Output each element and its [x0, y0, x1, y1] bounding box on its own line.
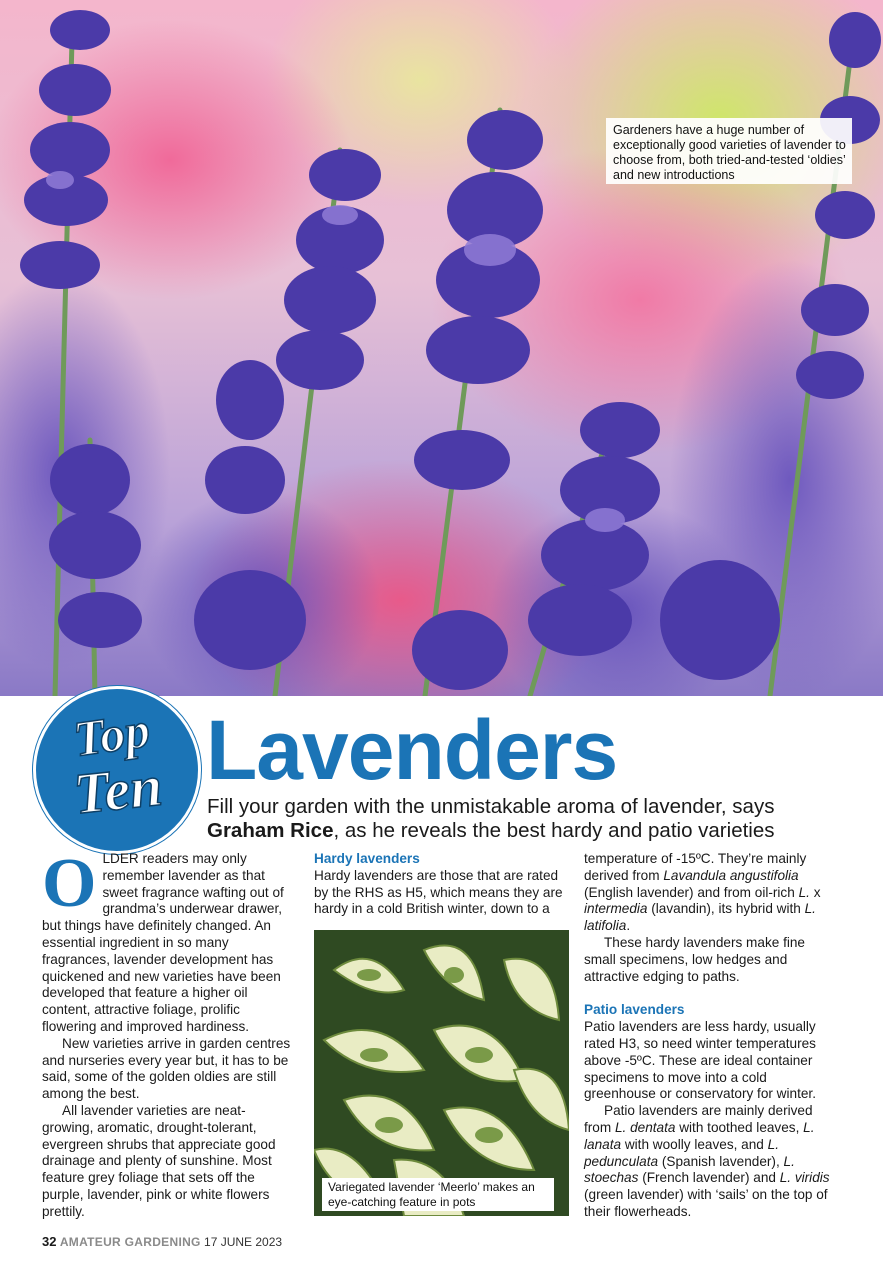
standfirst-tail: , as he reveals the best hardy and patio varieties — [333, 819, 775, 842]
issue-date: 17 JUNE 2023 — [204, 1235, 283, 1249]
standfirst — [207, 795, 847, 843]
hero-caption: Gardeners have a huge number of exceptionally good varieties of lavender to choose from, both tried-and-tested ‘oldies’ and new introductions — [613, 123, 846, 182]
paragraph: Patio lavenders are less hardy, usually rated H3, so need winter temperatures above -5ºC. These are ideal container specimens to move into a cold greenhouse or conservatory for winter. — [584, 1019, 816, 1102]
standfirst-lead: Fill your garden with the unmistakable aroma of lavender, says — [207, 795, 775, 818]
magazine-name: AMATEUR GARDENING — [59, 1235, 201, 1249]
variegated-lavender-photo — [314, 930, 569, 1216]
paragraph: Hardy lavenders are those that are rated by the RHS as H5, which means they are hardy in a cold British winter, down to a — [314, 867, 563, 917]
author-name: Graham Rice — [207, 819, 334, 842]
page-number: 32 — [42, 1234, 57, 1249]
section-heading-hardy: Hardy lavenders — [314, 851, 420, 866]
page-folio — [42, 1234, 282, 1249]
drop-cap: O — [42, 845, 97, 922]
badge-ten-text: Ten — [70, 752, 166, 827]
paragraph: Patio lavenders are mainly derived from L. dentata with toothed leaves, L. lanata with woolly leaves, and L. pedunculata (Spanish lavender), L. stoechas (French lavender) and L. viridis (green lavender) with ‘sails’ on the top of their flowerheads. — [584, 1103, 830, 1219]
paragraph: New varieties arrive in garden centres and nurseries every year but, it has to be said, some of the golden oldies are still among the best. — [42, 1035, 291, 1102]
page-title: Lavenders — [206, 703, 618, 797]
paragraph: temperature of -15ºC. They’re mainly derived from Lavandula angustifolia (English lavender) and from oil-rich L. x intermedia (lavandin), its hybrid with L. latifolia. — [584, 851, 821, 934]
body-column-3 — [584, 851, 839, 1221]
body-column-1 — [42, 845, 294, 1221]
section-heading-patio: Patio lavenders — [584, 1002, 685, 1018]
body-column-2 — [314, 851, 569, 918]
paragraph: These hardy lavenders make fine small specimens, low hedges and attractive edging to paths. — [584, 934, 805, 984]
photo-caption: Variegated lavender ‘Meerlo’ makes an eye-catching feature in pots — [322, 1178, 554, 1211]
paragraph: All lavender varieties are neat-growing, aromatic, drought-tolerant, evergreen shrubs that appreciate good drainage and plenty of sunshine. Most feature grey foliage that sets off the purple, lavender, pink or white flowers prettily. — [42, 1102, 276, 1219]
top-ten-badge — [33, 686, 201, 854]
paragraph: LDER readers may only remember lavender as that sweet fragrance wafting out of grandma’s underwear drawer, but things have definitely changed. An essential ingredient in so many fragrances, lavender development has quickened and new varieties have been developed that feature a higher oil content, attractive foliage, prolific flowering and improved hardiness. — [42, 851, 284, 1034]
badge-top-text: Top — [70, 701, 154, 768]
